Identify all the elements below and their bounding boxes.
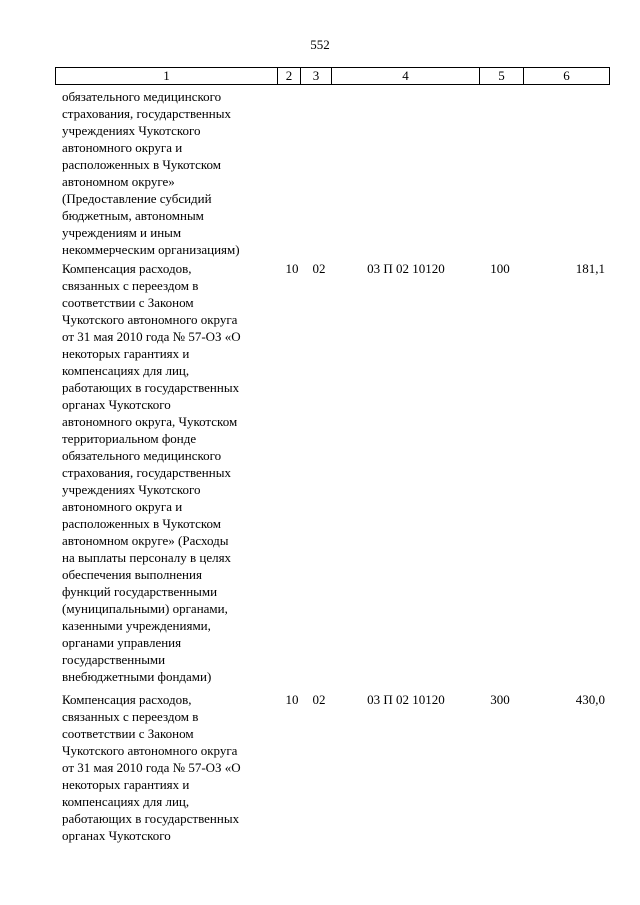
text-line: на выплаты персоналу в целях [62,550,232,565]
header-col-5: 5 [479,67,524,85]
header-col-6: 6 [523,67,610,85]
text-line: страхования, государственных [62,106,231,121]
text-line: страхования, государственных [62,465,231,480]
row-1-col-5: 100 [490,261,510,276]
text-line: некоторых гарантиях и [62,777,190,792]
row-2-col-6: 430,0 [575,692,605,707]
row-1-col-4: 03 П 02 10120 [367,261,445,276]
text-line: работающих в государственных [62,380,240,395]
text-line: (Предоставление субсидий [62,191,212,206]
fragment-top [62,88,282,258]
row-1-description [62,260,282,685]
row-1-col-3: 02 [312,261,326,276]
row-1-col-2: 10 [285,261,299,276]
text-line: органах Чукотского [62,397,171,412]
page-number: 552 [310,37,330,52]
text-line: государственными [62,652,166,667]
text-line: территориальном фонде [62,431,197,446]
text-line: расположенных в Чукотском [62,516,222,531]
text-line: от 31 мая 2010 года № 57-ОЗ «О [62,329,241,344]
row-2-description [62,691,282,844]
row-2-col-3: 02 [312,692,326,707]
text-line: автономном округе» (Расходы [62,533,229,548]
text-line: обеспечения выполнения [62,567,202,582]
text-line: соответствии с Законом [62,726,194,741]
header-col-3: 3 [300,67,332,85]
text-line: учреждениях Чукотского [62,123,201,138]
header-col-4: 4 [331,67,480,85]
text-line: обязательного медицинского [62,89,222,104]
text-line: компенсациях для лиц, [62,363,190,378]
header-col-2: 2 [277,67,301,85]
text-line: учреждениях Чукотского [62,482,201,497]
text-line: от 31 мая 2010 года № 57-ОЗ «О [62,760,241,775]
text-line: связанных с переездом в [62,709,199,724]
text-line: Компенсация расходов, [62,261,192,276]
text-line: казенными учреждениями, [62,618,211,633]
text-line: работающих в государственных [62,811,240,826]
text-line: автономном округе» [62,174,175,189]
text-line: функций государственными [62,584,218,599]
text-line: бюджетным, автономным [62,208,204,223]
text-line: автономного округа, Чукотском [62,414,238,429]
text-line: связанных с переездом в [62,278,199,293]
row-2-col-2: 10 [285,692,299,707]
row-2-col-4: 03 П 02 10120 [367,692,445,707]
text-line: автономного округа и [62,140,183,155]
row-1-col-6: 181,1 [575,261,605,276]
text-line: учреждениям и иным [62,225,182,240]
text-line: (муниципальными) органами, [62,601,228,616]
table-header [55,67,610,85]
text-line: Чукотского автономного округа [62,312,238,327]
text-line: соответствии с Законом [62,295,194,310]
header-col-1: 1 [55,67,278,85]
text-line: автономного округа и [62,499,183,514]
text-line: обязательного медицинского [62,448,222,463]
text-line: органах Чукотского [62,828,171,843]
row-2-col-5: 300 [490,692,510,707]
text-line: некоторых гарантиях и [62,346,190,361]
text-line: компенсациях для лиц, [62,794,190,809]
text-line: расположенных в Чукотском [62,157,222,172]
text-line: внебюджетными фондами) [62,669,212,684]
text-line: Компенсация расходов, [62,692,192,707]
text-line: Чукотского автономного округа [62,743,238,758]
text-line: некоммерческим организациям) [62,242,240,257]
text-line: органами управления [62,635,182,650]
